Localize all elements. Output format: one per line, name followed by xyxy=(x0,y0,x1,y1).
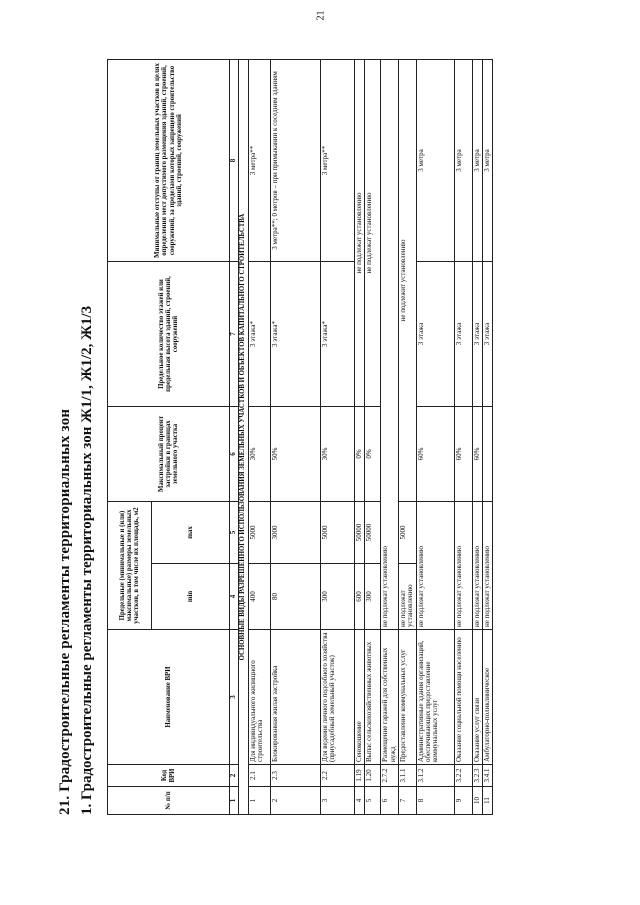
cell-code: 2.2 xyxy=(321,765,355,787)
cell-code: 1.20 xyxy=(365,765,381,787)
cell-name: Для ведения личного подсобного хозяйства (приусадебный земельный участок) xyxy=(321,630,355,765)
header-max: max xyxy=(152,501,230,563)
cell-code: 3.1.1 xyxy=(399,765,417,787)
cell-name: Административные здания организаций, обеспечивающих предоставление коммунальных услуг xyxy=(416,630,454,765)
cell-not-set: не подлежат установлению xyxy=(454,501,472,629)
cell-not-set: не подлежат установлению xyxy=(472,501,482,629)
cell-setback: 3 метра xyxy=(416,59,454,261)
cell-max: 5000 xyxy=(399,501,417,563)
cell-min: 400 xyxy=(249,564,271,630)
table-row xyxy=(399,59,417,814)
cell-floors: 3 этажа xyxy=(454,261,472,406)
cell-floors: 3 этажа xyxy=(472,261,482,406)
cell-min: 600 xyxy=(355,564,365,630)
cell-name: Блокированная жилая застройка xyxy=(271,630,321,765)
cell-floors: 3 этажа* xyxy=(321,261,355,406)
cell-no: 4 xyxy=(355,787,365,815)
cell-max: 50000 xyxy=(365,501,381,563)
table-row xyxy=(365,59,381,814)
cell-name: Размещение гаражей для собственных нужд xyxy=(381,630,399,765)
header-no: № п/п xyxy=(108,787,230,815)
cell-no: 6 xyxy=(381,787,399,815)
cell-name: Выпас сельскохозяйственных животных xyxy=(365,630,381,765)
cell-code: 3.2.2 xyxy=(454,765,472,787)
cell-max: 3000 xyxy=(271,501,321,563)
header-setbacks: Минимальные отступы от границ земельных участков в целях определения мест допустимого размещения зданий, строений, сооружений, за пределами которых запрещено строительство зданий, строений, сооружений xyxy=(108,59,230,261)
table-row xyxy=(381,59,399,814)
table-row xyxy=(321,59,355,814)
section-heading: 21. Градостроительные регламенты территориальных зон xyxy=(57,408,73,815)
header-min: min xyxy=(152,564,230,630)
column-number: 7 xyxy=(230,261,239,406)
cell-code: 3.1.2 xyxy=(416,765,454,787)
cell-percent-empty xyxy=(483,406,493,501)
cell-min: 300 xyxy=(365,564,381,630)
cell-floors: 3 этажа* xyxy=(271,261,321,406)
cell-no: 1 xyxy=(249,787,271,815)
cell-name: Оказание социальной помощи населению xyxy=(454,630,472,765)
cell-floors: 3 этажа xyxy=(416,261,454,406)
cell-name: Амбулаторно-поликлиническое xyxy=(483,630,493,765)
page-number-area xyxy=(0,0,640,40)
cell-percent: 60% xyxy=(454,406,472,501)
cell-max: 50000 xyxy=(355,501,365,563)
page-number: 21 xyxy=(315,10,327,21)
cell-name: Для индивидуального жилищного строительства xyxy=(249,630,271,765)
cell-percent: 60% xyxy=(416,406,454,501)
cell-code: 3.2.3 xyxy=(472,765,482,787)
cell-floors: 3 этажа xyxy=(483,261,493,406)
cell-not-set: не подлежат установлению xyxy=(483,501,493,629)
table-row xyxy=(355,59,365,814)
cell-name: Оказание услуг связи xyxy=(472,630,482,765)
cell-not-set: не подлежит установлению xyxy=(399,59,417,501)
column-number: 8 xyxy=(230,59,239,261)
header-code: Код ВРИ xyxy=(108,765,230,787)
column-number: 2 xyxy=(230,765,239,787)
cell-no: 10 xyxy=(472,787,482,815)
cell-min: 300 xyxy=(321,564,355,630)
cell-name: Сенокошение xyxy=(355,630,365,765)
table-row xyxy=(416,59,454,814)
column-number: 4 xyxy=(230,564,239,630)
table-row xyxy=(472,59,482,814)
column-number: 6 xyxy=(230,406,239,501)
header-name: Наименование ВРИ xyxy=(108,630,230,765)
header-percent: Максимальный процент застройки в границах земельного участка xyxy=(108,406,230,501)
cell-floors: 3 этажа* xyxy=(249,261,271,406)
table-row xyxy=(249,59,271,814)
cell-min-text: не подлежат установлению xyxy=(399,564,417,630)
cell-not-set: не подлежат установлению xyxy=(416,501,454,629)
header-floors: Предельное количество этажей или предельная высота зданий, строений, сооружений xyxy=(108,261,230,406)
column-number: 3 xyxy=(230,630,239,765)
section-row-title: ОСНОВНЫЕ ВИДЫ РАЗРЕШЕННОГО ИСПОЛЬЗОВАНИЯ ЗЕМЕЛЬНЫХ УЧАСТКОВ И ОБЪЕКТОВ КАПИТАЛЬНОГО СТРОИТЕЛЬСТВА xyxy=(239,59,249,814)
subsection-heading: 1. Градостроительные регламенты территориальных зон Ж1/1, Ж1/2, Ж1/3 xyxy=(79,305,95,815)
column-number: 1 xyxy=(230,787,239,815)
cell-no: 7 xyxy=(399,787,417,815)
cell-no: 2 xyxy=(271,787,321,815)
cell-code: 2.7.2 xyxy=(381,765,399,787)
cell-name: Предоставление коммунальных услуг xyxy=(399,630,417,765)
cell-percent: 30% xyxy=(249,406,271,501)
cell-setback: 3 метра**; 0 метров – при примыкании к соседним зданиям xyxy=(271,59,321,261)
cell-no: 9 xyxy=(454,787,472,815)
rotated-page-content xyxy=(57,60,617,815)
table-row xyxy=(483,59,493,814)
cell-setback: 3 метра xyxy=(472,59,482,261)
cell-percent: 30% xyxy=(321,406,355,501)
cell-not-set: не подлежат установлению xyxy=(355,59,365,406)
cell-max: 5000 xyxy=(321,501,355,563)
header-area-group: Предельные (минимальные и (или) максимальные) размеры земельных участков, в том числе их площадь, м2 xyxy=(108,501,152,629)
cell-setback: 3 метра xyxy=(454,59,472,261)
cell-code: 3.4.1 xyxy=(483,765,493,787)
cell-no: 5 xyxy=(365,787,381,815)
cell-not-set: не подлежат установлению xyxy=(381,59,399,629)
cell-setback: 3 метра** xyxy=(249,59,271,261)
cell-setback: 3 метра xyxy=(483,59,493,261)
table-row xyxy=(271,59,321,814)
cell-max: 5000 xyxy=(249,501,271,563)
cell-percent: 60% xyxy=(472,406,482,501)
cell-not-set: не подлежат установлению xyxy=(365,59,381,406)
cell-percent: 0% xyxy=(355,406,365,501)
cell-code: 2.3 xyxy=(271,765,321,787)
cell-code: 2.1 xyxy=(249,765,271,787)
cell-min: 80 xyxy=(271,564,321,630)
cell-percent: 50% xyxy=(271,406,321,501)
cell-code: 1.19 xyxy=(355,765,365,787)
cell-setback: 3 метра** xyxy=(321,59,355,261)
cell-percent: 0% xyxy=(365,406,381,501)
cell-no: 3 xyxy=(321,787,355,815)
column-number: 5 xyxy=(230,501,239,563)
regulations-table xyxy=(107,59,493,815)
table-row xyxy=(454,59,472,814)
cell-no: 11 xyxy=(483,787,493,815)
cell-no: 8 xyxy=(416,787,454,815)
